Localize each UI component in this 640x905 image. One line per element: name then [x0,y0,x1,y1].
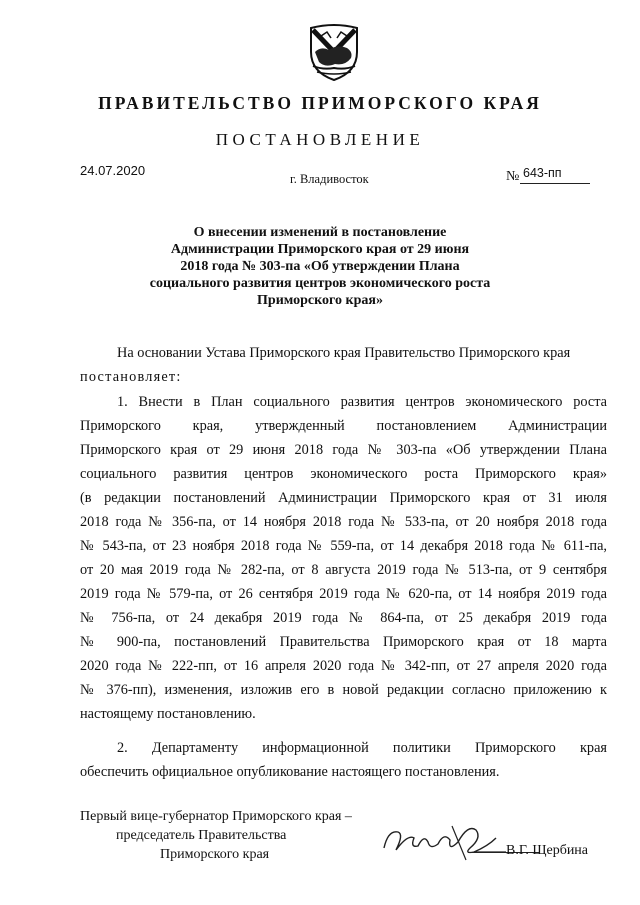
title-line: О внесении изменений в постановление [193,225,447,240]
intro-line: На основании Устава Приморского края Правительство Приморского края [117,345,571,361]
title-line: Приморского края» [257,293,383,308]
paragraph-line: 2018 года № 356-па, от 14 ноября 2018 года № 533-па, от 20 ноября 2018 года [80,514,607,530]
paragraph-line: 2. Департаменту информационной политики Приморского края [117,740,607,756]
document-date: 24.07.2020 [80,163,146,178]
title-line: 2018 года № 303-па «Об утверждении Плана [180,259,460,274]
number-underline [520,183,590,184]
number-label: № [506,169,520,184]
title-line: социального развития центров экономического роста [149,276,491,291]
paragraph-line: (в редакции постановлений Администрации Приморского края от 31 июля [80,490,607,506]
signatory-name: В.Г. Щербина [506,843,589,858]
document-number: 643-пп [523,166,562,180]
paragraph-line: № 900-па, постановлений Правительства Приморского края от 18 марта [80,634,607,650]
signatory-position [80,807,400,864]
organization-heading: ПРАВИТЕЛЬСТВО ПРИМОРСКОГО КРАЯ [98,93,542,113]
paragraph-line: № 376-пп), изменения, изложив его в новой редакции согласно приложению к [80,682,607,698]
paragraph-line: социального развития центров экономического роста Приморского края» [80,466,607,482]
handwritten-signature [378,808,508,868]
paragraph-line: Приморского края от 29 июня 2018 года № 303-па «Об утверждении Плана [80,442,607,458]
paragraph-line: 1. Внести в План социального развития центров экономического роста [117,394,607,410]
document-type: ПОСТАНОВЛЕНИЕ [215,130,425,149]
position-line: председатель Правительства [116,828,287,843]
title-line: Администрации Приморского края от 29 июня [170,242,470,257]
paragraph-line: от 20 мая 2019 года № 282-па, от 8 августа 2019 года № 513-па, от 9 сентября [80,562,607,578]
document-city: г. Владивосток [290,172,369,186]
document-title [120,224,520,309]
intro-line: постановляет: [80,369,182,385]
paragraph-line: обеспечить официальное опубликование настоящего постановления. [80,764,500,780]
paragraph-line: 2019 года № 579-па, от 26 сентября 2019 года № 620-па, от 14 ноября 2019 года [80,586,607,602]
paragraph-line: Приморского края, утвержденный постановлением Администрации [80,418,607,434]
paragraph-line: 2020 года № 222-пп, от 16 апреля 2020 года № 342-пп, от 27 апреля 2020 года [80,658,607,674]
paragraph-line: № 756-па, от 24 декабря 2019 года № 864-па, от 25 декабря 2019 года [80,610,607,626]
position-line: Приморского края [160,847,270,862]
position-line: Первый вице-губернатор Приморского края – [80,809,352,824]
coat-of-arms-icon [307,22,361,82]
paragraph-line: настоящему постановлению. [80,706,256,722]
paragraph-line: № 543-па, от 23 ноября 2018 года № 559-па, от 14 декабря 2018 года № 611-па, [80,538,607,554]
